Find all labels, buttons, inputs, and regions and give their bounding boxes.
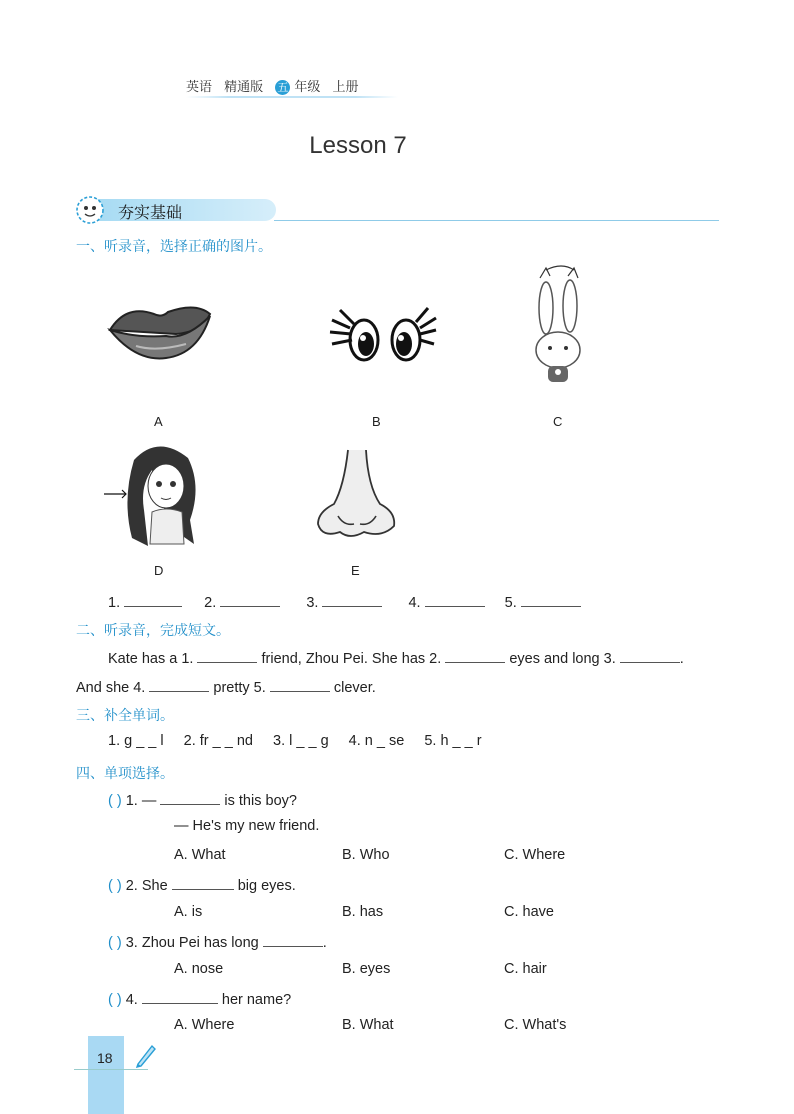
passage-text-4: . (679, 651, 684, 667)
word-item-3: 3. l _ _ g (273, 733, 329, 749)
passage-blank-1[interactable] (197, 648, 257, 663)
running-header (186, 76, 396, 98)
pencil-icon (132, 1042, 158, 1068)
question-3-stem: 3. Zhou Pei has long (125, 935, 259, 951)
answer-paren-2[interactable]: ( ) (108, 878, 122, 894)
question-3 (108, 932, 327, 951)
header-subject: 英语 (186, 80, 213, 95)
nose-icon (314, 446, 400, 540)
header-volume: 上册 (332, 80, 359, 95)
part2-line2 (76, 677, 496, 696)
passage-text-6: pretty 5. (213, 680, 266, 696)
question-4-stem: 4. (125, 992, 138, 1008)
question-4-blank[interactable] (142, 989, 218, 1004)
answer-paren-3[interactable]: ( ) (108, 935, 122, 951)
answer-blank-3[interactable] (322, 592, 382, 607)
answer-paren-1[interactable]: ( ) (108, 793, 122, 809)
option-3b[interactable]: B. eyes (342, 961, 391, 977)
answer-blank-4[interactable] (425, 592, 485, 607)
option-2b[interactable]: B. has (342, 904, 384, 920)
grade-badge: 五 (277, 81, 289, 94)
question-4-stem-end: her name? (221, 992, 292, 1008)
image-label-a: A (154, 414, 163, 429)
passage-blank-3[interactable] (620, 648, 680, 663)
page-number: 18 (97, 1050, 113, 1066)
page-number-tab (88, 1036, 124, 1114)
question-3-stem-end: . (322, 935, 327, 951)
question-3-blank[interactable] (263, 932, 323, 947)
header-edition: 精通版 (224, 80, 264, 95)
footer-line (74, 1069, 148, 1070)
option-4c[interactable]: C. What's (504, 1017, 567, 1033)
option-2a[interactable]: A. is (174, 904, 203, 920)
part1-heading: 一、听录音，选择正确的图片。 (76, 239, 272, 255)
option-1a[interactable]: A. What (174, 847, 226, 863)
passage-text-3: eyes and long 3. (509, 651, 616, 667)
question-1-blank[interactable] (160, 790, 220, 805)
mascot-icon (74, 194, 106, 226)
girl-hair-icon (104, 440, 204, 550)
passage-text-2: friend, Zhou Pei. She has 2. (261, 651, 442, 667)
answer-label-2: 2. (204, 595, 217, 611)
answer-blank-1[interactable] (124, 592, 182, 607)
passage-blank-4[interactable] (149, 677, 209, 692)
rabbit-ears-icon (526, 264, 618, 396)
passage-text-1: Kate has a 1. (108, 651, 194, 667)
question-1-reply: — He's my new friend. (174, 818, 320, 834)
answer-label-1: 1. (108, 595, 121, 611)
eyes-icon (326, 300, 438, 370)
question-2-stem-end: big eyes. (237, 878, 296, 894)
answer-blank-2[interactable] (220, 592, 280, 607)
answer-label-3: 3. (306, 595, 319, 611)
part2-line1 (108, 648, 728, 667)
part4-heading: 四、单项选择。 (76, 766, 174, 782)
question-2-stem: 2. She (125, 878, 168, 894)
option-4a[interactable]: A. Where (174, 1017, 235, 1033)
word-item-2: 2. fr _ _ nd (183, 733, 253, 749)
section-band (74, 198, 719, 224)
option-4b[interactable]: B. What (342, 1017, 394, 1033)
part2-heading: 二、听录音，完成短文。 (76, 623, 230, 639)
passage-blank-2[interactable] (445, 648, 505, 663)
header-underline (186, 96, 398, 98)
option-1c[interactable]: C. Where (504, 847, 566, 863)
word-item-5: 5. h _ _ r (424, 733, 482, 749)
question-1-stem: 1. — (125, 793, 157, 809)
word-item-4: 4. n _ se (348, 733, 405, 749)
option-2c[interactable]: C. have (504, 904, 554, 920)
header-grade: 年级 (294, 80, 321, 95)
passage-text-5: And she 4. (76, 680, 146, 696)
part1-answers (108, 592, 628, 611)
part3-words (108, 733, 628, 749)
passage-blank-5[interactable] (270, 677, 330, 692)
option-1b[interactable]: B. Who (342, 847, 390, 863)
image-label-c: C (553, 414, 563, 429)
image-label-e: E (351, 563, 360, 578)
question-1 (108, 790, 297, 809)
image-label-b: B (372, 414, 381, 429)
answer-paren-4[interactable]: ( ) (108, 992, 122, 1008)
option-3a[interactable]: A. nose (174, 961, 224, 977)
section-band-title: 夯实基础 (118, 203, 183, 222)
option-3c[interactable]: C. hair (504, 961, 547, 977)
lips-icon (106, 300, 214, 366)
answer-blank-5[interactable] (521, 592, 581, 607)
lesson-title: Lesson 7 (309, 132, 407, 159)
passage-text-7: clever. (333, 680, 376, 696)
question-2-blank[interactable] (172, 875, 234, 890)
section-band-line (274, 220, 719, 221)
answer-label-5: 5. (504, 595, 517, 611)
question-2 (108, 875, 296, 894)
part3-heading: 三、补全单词。 (76, 708, 174, 724)
word-item-1: 1. g _ _ l (108, 733, 164, 749)
answer-label-4: 4. (408, 595, 421, 611)
question-4 (108, 989, 291, 1008)
question-1-stem-end: is this boy? (224, 793, 297, 809)
image-label-d: D (154, 563, 164, 578)
